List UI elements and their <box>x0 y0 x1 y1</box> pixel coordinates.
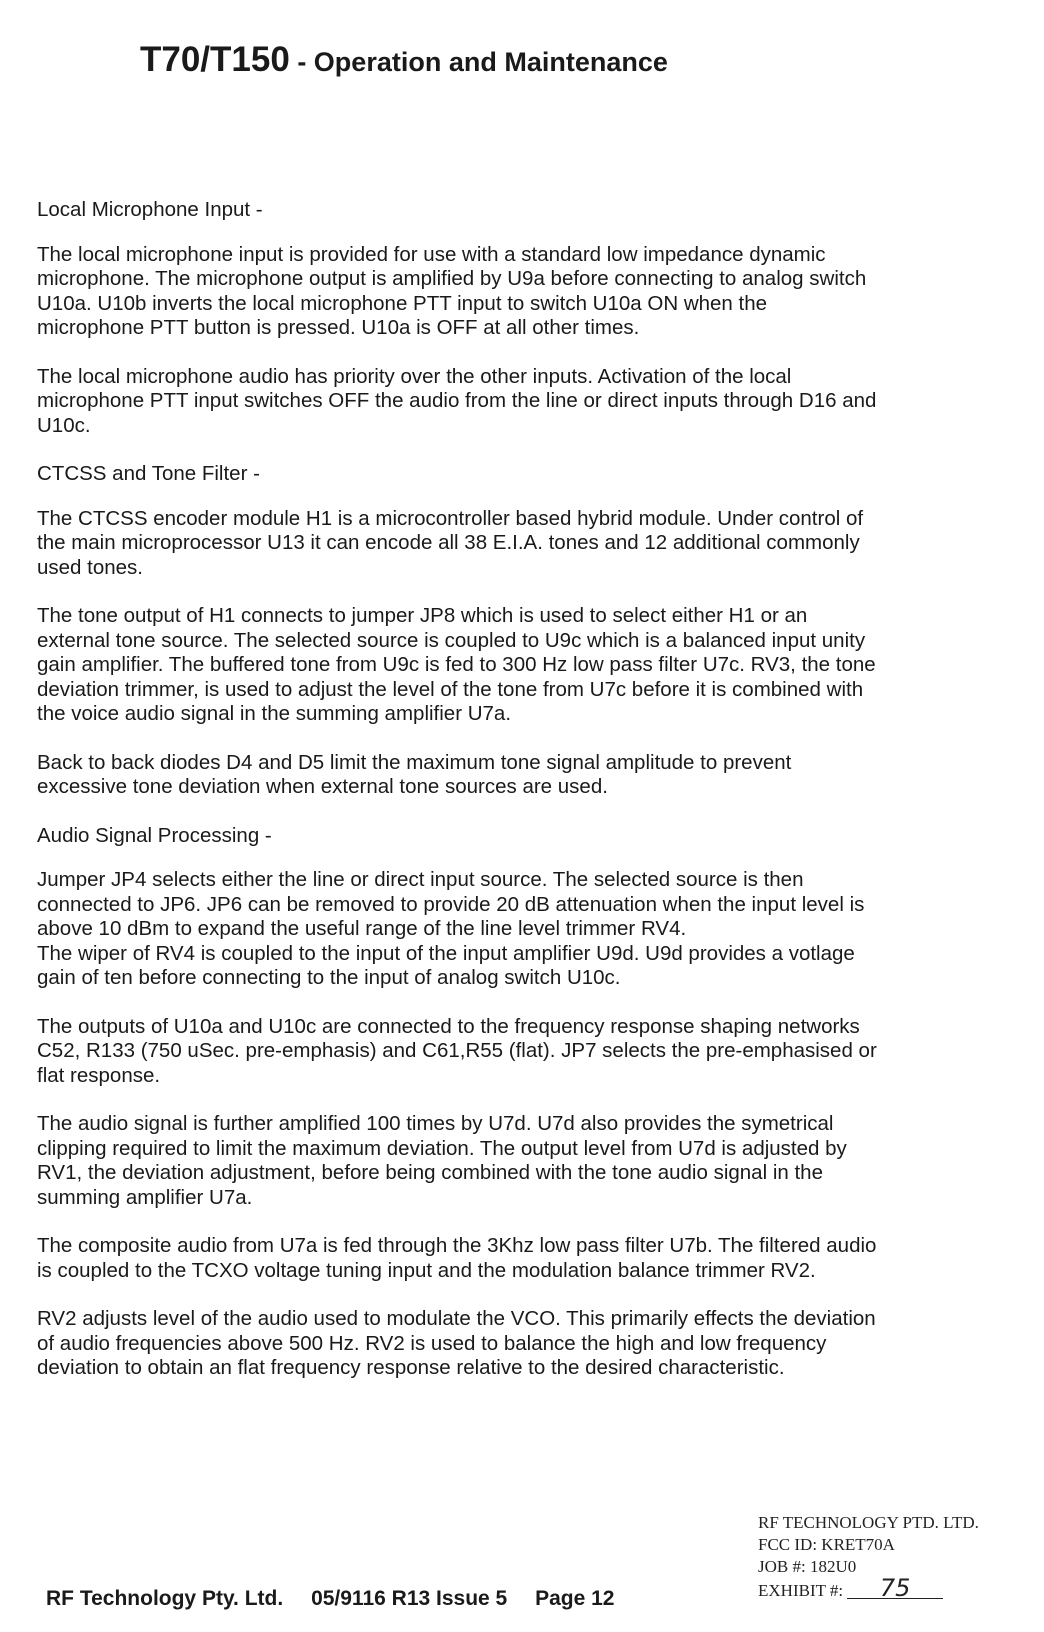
document-model: T70/T150 <box>140 40 290 79</box>
paragraph: The local microphone input is provided for use with a standard low impedance dynamic microphone. The microphone output is amplified by U9a before connecting to analog switch U10a. U10b inverts the local microphone PTT input to switch U10a ON when the microphone PTT button is pressed. U10a is OFF at all other times. <box>37 242 867 339</box>
paragraph: The tone output of H1 connects to jumper JP8 which is used to select either H1 or an external tone source. The selected source is coupled to U9c which is a balanced input unity gain amplifier. The buffered tone from U9c is fed to 300 Hz low pass filter U7c. RV3, the tone deviation trimmer, is used to adjust the level of the tone from U7c before it is combined with the voice audio signal in the summing amplifier U7a. <box>37 604 876 725</box>
paragraph: The wiper of RV4 is coupled to the input of the input amplifier U9d. U9d provides a votlage gain of ten before connecting to the input of analog switch U10c. <box>37 941 855 989</box>
exhibit-stamp <box>758 1512 1038 1602</box>
paragraph: The audio signal is further amplified 100 times by U7d. U7d also provides the symetrical clipping required to limit the maximum deviation. The output level from U7d is adjusted by RV1, the deviation adjustment, before being combined with the tone audio signal in the summing amplifier U7a. <box>37 1112 847 1209</box>
stamp-exhibit-row <box>758 1574 1038 1602</box>
page-title <box>140 40 668 80</box>
paragraph: The local microphone audio has priority over the other inputs. Activation of the local microphone PTT input switches OFF the audio from the line or direct inputs through D16 and U10c. <box>37 364 877 437</box>
stamp-exhibit-number: 75 <box>847 1578 943 1599</box>
section-heading: Local Microphone Input - <box>37 198 263 221</box>
stamp-exhibit-label: EXHIBIT #: <box>758 1581 844 1600</box>
footer-doc-id: 05/9116 R13 Issue 5 <box>311 1587 508 1610</box>
paragraph: Jumper JP4 selects either the line or direct input source. The selected source is then connected to JP6. JP6 can be removed to provide 20 dB attenuation when the input level is above 10 dBm to expand the useful range of the line level trimmer RV4. <box>37 868 865 940</box>
document-subtitle: - Operation and Maintenance <box>289 47 668 77</box>
paragraph: Back to back diodes D4 and D5 limit the maximum tone signal amplitude to prevent excessive tone deviation when external tone sources are used. <box>37 750 792 798</box>
document-body <box>37 198 877 1405</box>
stamp-fcc-id: FCC ID: KRET70A <box>758 1535 895 1554</box>
footer-company: RF Technology Pty. Ltd. <box>46 1587 284 1610</box>
paragraph: RV2 adjusts level of the audio used to modulate the VCO. This primarily effects the deviation of audio frequencies above 500 Hz. RV2 is used to balance the high and low frequency deviation to obtain an flat frequency response relative to the desired characteristic. <box>37 1307 876 1379</box>
paragraph: The composite audio from U7a is fed through the 3Khz low pass filter U7b. The filtered audio is coupled to the TCXO voltage tuning input and the modulation balance trimmer RV2. <box>37 1234 877 1282</box>
section-heading: CTCSS and Tone Filter - <box>37 462 260 485</box>
section-heading: Audio Signal Processing - <box>37 823 272 847</box>
stamp-job: JOB #: 182U0 <box>758 1557 857 1576</box>
paragraph: The CTCSS encoder module H1 is a microcontroller based hybrid module. Under control of the main microprocessor U13 it can encode all 38 E.I.A. tones and 12 additional commonly used tones. <box>37 506 864 579</box>
stamp-company: RF TECHNOLOGY PTD. LTD. <box>758 1513 979 1532</box>
paragraph: The outputs of U10a and U10c are connected to the frequency response shaping networks C52, R133 (750 uSec. pre-emphasis) and C61,R55 (flat). JP7 selects the pre-emphasised or flat response. <box>37 1014 877 1087</box>
page-footer <box>46 1587 636 1611</box>
footer-page-number: Page 12 <box>535 1587 615 1610</box>
